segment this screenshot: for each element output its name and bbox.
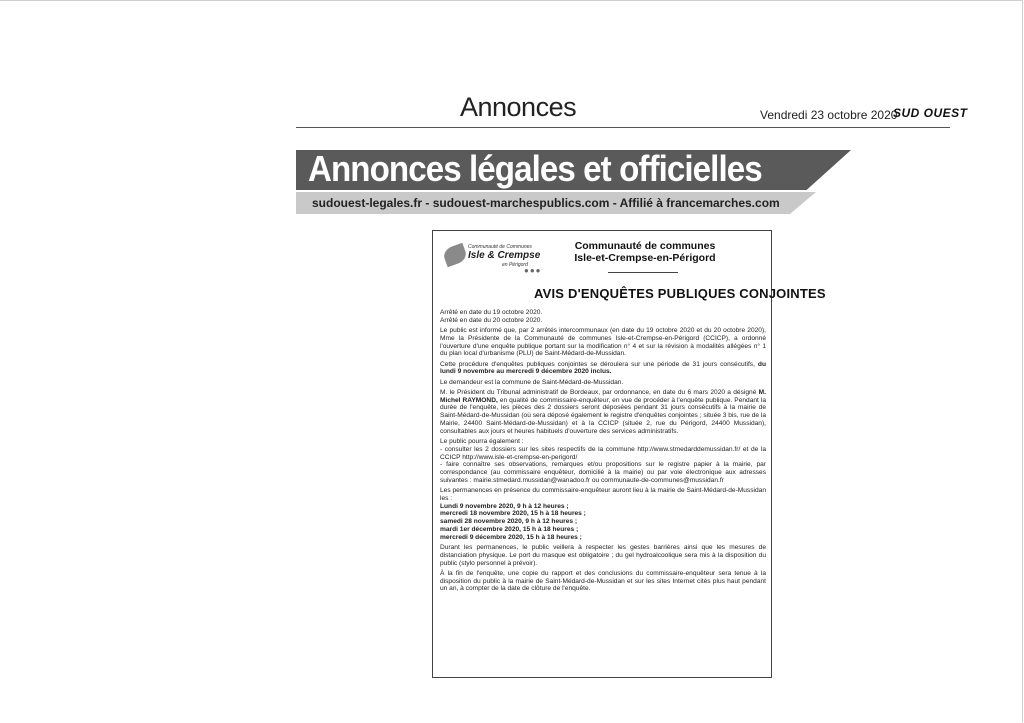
commissioner-name: M. Michel RAYMOND,: [440, 388, 766, 404]
permanences-intro: Les permanences en présence du commissaire-enquêteur auront lieu à la mairie de Saint-Médard-de-Mussidan les :: [440, 487, 766, 502]
banner-subtitle: sudouest-legales.fr - sudouest-marchespublics.com - Affilié à francemarches.com: [312, 196, 780, 210]
paragraph-commissioner: [440, 389, 766, 436]
notice-title: AVIS D'ENQUÊTES PUBLIQUES CONJOINTES: [534, 286, 826, 301]
logo-main-text: Isle & Crempse: [468, 250, 541, 261]
options-intro: Le public pourra également :: [440, 437, 524, 445]
commissioner-intro: M. le Président du Tribunal administratif de Bordeaux, par ordonnance, en date du 6 mars 2020 a désigné: [440, 388, 757, 396]
organization-name: [560, 240, 730, 264]
permanence-item: mercredi 9 décembre 2020, 15 h à 18 heures ;: [440, 533, 582, 541]
paragraph-applicant: Le demandeur est la commune de Saint-Médard-de-Mussidan.: [440, 378, 624, 386]
paragraph-public-informed: Le public est informé que, par 2 arrêtés intercommunaux (en date du 19 octobre 2020 et du 20 octobre 2020), Mme la Présidente de la Communauté de communes Isle-et-Crempse-en-Périgord (CCICP), a ordonné l'ouverture d'une enquête publique portant sur la modification n° 4 et sur la révision à modalités allégées n° 1 du plan local d'urbanisme (PLU) de Saint-Médard-de-Mussidan.: [440, 326, 766, 358]
procedure-text: Cette procédure d'enquêtes publiques conjointes se déroulera sur une période de 31 jours consécutifs,: [440, 360, 755, 368]
newspaper-brand: SUD OUEST: [893, 106, 968, 120]
paragraph-procedure: [440, 361, 766, 377]
permanence-item: mercredi 18 novembre 2020, 15 h à 18 heures ;: [440, 510, 586, 518]
options-item-observations: - faire connaître ses observations, remarques et/ou propositions sur le registre papier à la mairie, par correspondance (au commissaire enquêteur, domicilié à la mairie) ou par voie électronique aux adresses suivantes : mairie.stmedard.mussidan@wanadoo.fr ou communaute-de-communes@mussidan.fr: [440, 461, 766, 484]
permanence-item: mardi 1er décembre 2020, 15 h à 18 heures ;: [440, 526, 579, 534]
paragraph-permanences: [440, 487, 766, 542]
org-line-2: Isle-et-Crempse-en-Périgord: [574, 252, 716, 264]
permanence-item: samedi 28 novembre 2020, 9 h à 12 heures ;: [440, 518, 578, 526]
issue-date: Vendredi 23 octobre 2020: [760, 108, 898, 122]
banner-title: Annonces légales et officielles: [308, 148, 762, 189]
arretes-paragraph: [440, 309, 766, 325]
org-line-1: Communauté de communes: [574, 240, 716, 252]
options-item-consult: - consulter les 2 dossiers sur les sites respectifs de la commune http://www.stmedarddemussidan.fr/ et de la CCICP http://www.isle-et-crempse-en-perigord/: [440, 445, 766, 461]
org-rule: [608, 272, 678, 273]
paragraph-public-options: [440, 438, 766, 485]
permanence-item: Lundi 9 novembre 2020, 9 h à 12 heures ;: [440, 502, 569, 510]
header-rule: [296, 127, 950, 128]
section-title: Annonces: [460, 92, 577, 122]
logo-dots-icon: ●●●: [524, 266, 542, 275]
procedure-dates: du lundi 9 novembre au mercredi 9 décembre 2020 inclus.: [440, 360, 766, 376]
commissioner-details: en qualité de commissaire-enquêteur, en vue de procéder à l'enquête publique. Pendant la durée de l'enquête, les pièces des 2 dossiers seront déposées pendant 31 jours consécutifs à la mairie de Saint-Médard-de-Mussidan (où sera déposé également le registre d'enquêtes conjointes ; située 3 bis, rue de la Mairie, 24400 Saint-Médard-de-Mussidan) et à la CCICP (située 2, rue du Périgord, 24400 Mussidan), consultables aux jours et heures habituels d'ouverture des services administratifs.: [440, 396, 767, 435]
community-logo: [440, 240, 550, 276]
arrete-line-1: Arrêté en date du 19 octobre 2020.: [440, 309, 543, 316]
logo-top-text: Communauté de Communes: [468, 244, 532, 250]
logo-sub-text: en Périgord: [502, 262, 528, 268]
paragraph-sanitary: Durant les permanences, le public veillera à respecter les gestes barrières ainsi que les mesures de distanciation physique. Le port du masque est obligatoire ; du gel hydroalcoolique sera mis à la disposition du public (stylo personnel à prévoir).: [440, 544, 766, 567]
paragraph-report: À la fin de l'enquête, une copie du rapport et des conclusions du commissaire-enquêteur sera tenue à la disposition du public à la mairie de Saint-Médard-de-Mussidan et sur les sites Internet cités plus haut pendant un an, à compter de la date de clôture de l'enquête.: [440, 569, 766, 593]
arrete-line-2: Arrêté en date du 20 octobre 2020.: [440, 316, 543, 324]
leaf-icon: [442, 243, 469, 267]
notice-body: [440, 309, 766, 596]
